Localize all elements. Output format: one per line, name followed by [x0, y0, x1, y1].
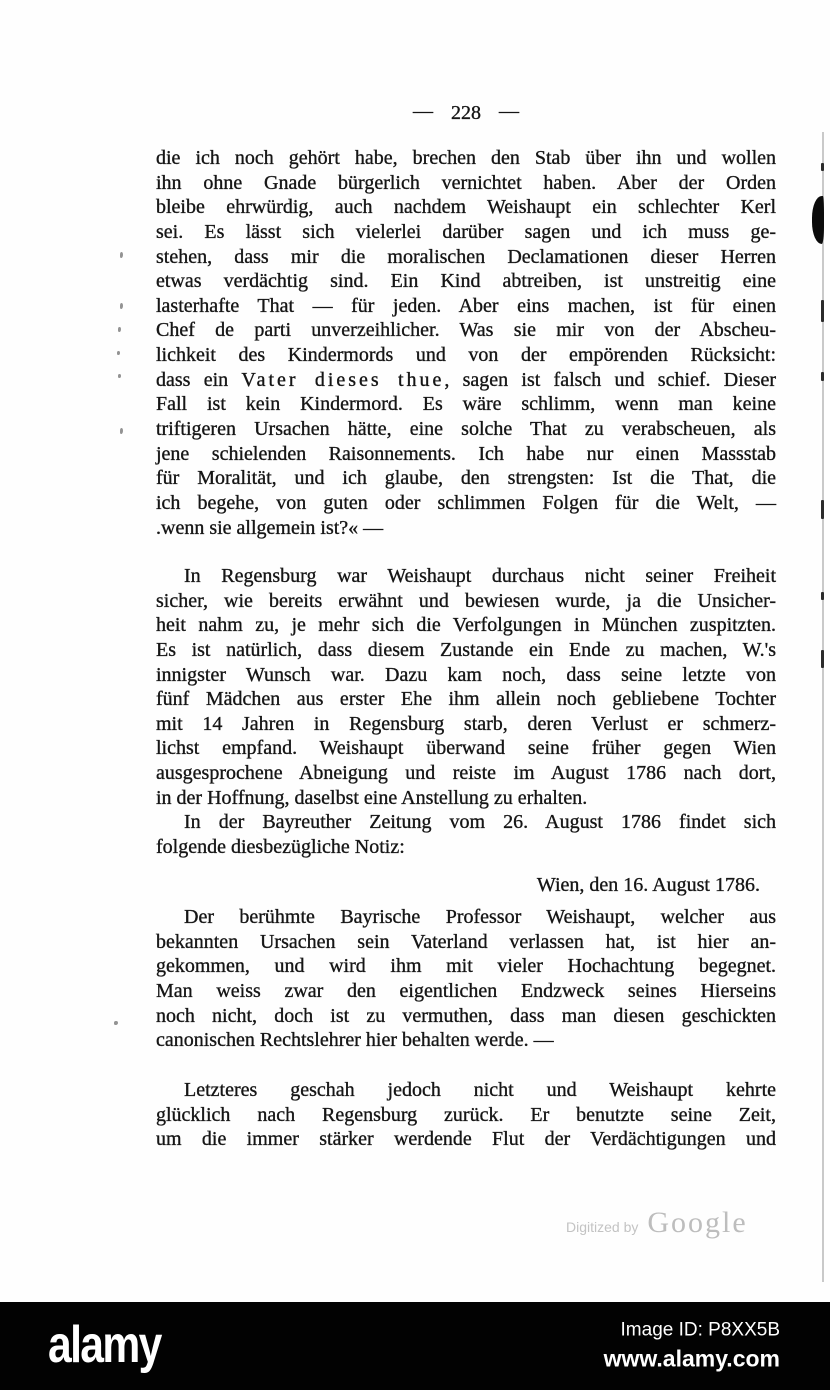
text-line: fünf Mädchen aus erster Ehe ihm allein noch gebliebene Tochter [156, 688, 776, 711]
digitized-by-text: Digitized by [566, 1219, 639, 1235]
text-line: um die immer stärker werdende Flut der Verdächtigungen und [156, 1128, 776, 1151]
text-line: triftigeren Ursachen hätte, eine solche That zu verabscheuen, als [156, 418, 776, 441]
scan-speck [120, 303, 123, 309]
text-line: lasterhafte That — für jeden. Aber eins machen, ist für einen [156, 294, 776, 317]
alamy-url: www.alamy.com [603, 1345, 780, 1372]
text-line: innigster Wunsch war. Dazu kam noch, dass seine letzte von [156, 663, 776, 686]
edge-mark [821, 592, 824, 600]
page-number-value: 228 [451, 102, 481, 124]
paragraph-5 [156, 1078, 776, 1152]
text-line: bekannten Ursachen sein Vaterland verlassen hat, ist hier an- [156, 930, 776, 953]
text-line: Fall ist kein Kindermord. Es wäre schlimm, wenn man keine [156, 393, 776, 416]
text-line: heit nahm zu, je mehr sich die Verfolgungen in München zuspitzten. [156, 614, 776, 637]
alamy-footer-bar [0, 1302, 830, 1390]
scan-speck [118, 374, 121, 378]
page-number [156, 102, 776, 125]
text-line: sicher, wie bereits erwähnt und bewiesen wurde, ja die Unsicher- [156, 589, 776, 612]
text-line: .wenn sie allgemein ist?« — [156, 516, 384, 539]
text-line: gekommen, und wird ihm mit vieler Hochachtung begegnet. [156, 955, 776, 978]
text-line: glücklich nach Regensburg zurück. Er benutzte seine Zeit, [156, 1103, 776, 1126]
text-line: folgende diesbezügliche Notiz: [156, 836, 405, 859]
text-line: ihn ohne Gnade bürgerlich vernichtet haben. Aber der Orden [156, 171, 776, 194]
text-line: die ich noch gehört habe, brechen den Stab über ihn und wollen [156, 147, 776, 169]
text-line: jene schielenden Raisonnements. Ich habe nur einen Massstab [156, 442, 776, 465]
sperr-emphasis: Vater dieses thue [241, 368, 445, 391]
text-line: ausgesprochene Abneigung und reiste im August 1786 nach dort, [156, 762, 776, 785]
edge-mark [821, 500, 824, 519]
text-line: etwas verdächtig sind. Ein Kind abtreiben, ist unstreitig eine [156, 270, 776, 293]
footer-info [604, 1320, 780, 1373]
paragraph-1 [156, 146, 776, 540]
text-line: In Regensburg war Weishaupt durchaus nicht seiner Freiheit [184, 565, 776, 587]
google-watermark [566, 1206, 748, 1240]
text-line: Es ist natürlich, dass diesem Zustande ein Ende zu machen, W.'s [156, 638, 776, 661]
text-line: für Moralität, und ich glaube, den strengsten: Ist die That, die [156, 467, 776, 490]
edge-mark [821, 163, 824, 171]
text-line: stehen, dass mir die moralischen Declamationen dieser Herren [156, 245, 776, 268]
text-line: mit 14 Jahren in Regensburg starb, deren Verlust er schmerz- [156, 712, 776, 735]
text-line: bleibe ehrwürdig, auch nachdem Weishaupt ein schlechter Kerl [156, 196, 776, 219]
image-id: Image ID: P8XX5B [620, 1319, 780, 1341]
text-line: Man weiss zwar den eigentlichen Endzweck seines Hierseins [156, 979, 776, 1002]
ink-blob [812, 196, 824, 244]
text-line: lichst empfand. Weishaupt überwand seine früher gegen Wien [156, 737, 776, 760]
text-line: Letzteres geschah jedoch nicht und Weishaupt kehrte [184, 1079, 776, 1101]
text-line: in der Hoffnung, daselbst eine Anstellung zu erhalten. [156, 786, 588, 809]
text-line: ich begehe, von guten oder schlimmen Folgen für die Welt, — [156, 491, 776, 514]
edge-mark [821, 372, 824, 381]
scan-speck [120, 252, 123, 258]
text-line: noch nicht, doch ist zu vermuthen, dass man diesen geschickten [156, 1004, 776, 1027]
page-number-dash-left: — [413, 100, 433, 122]
dateline: Wien, den 16. August 1786. [536, 874, 760, 896]
text-line-letterspaced [156, 368, 776, 393]
page-number-dash-right: — [499, 100, 519, 122]
alamy-logo: alamy [48, 1315, 161, 1374]
paragraph-2-and-3 [156, 564, 776, 860]
text-line: Chef de parti unverzeihlicher. Was sie mir von der Abscheu- [156, 319, 776, 342]
sperr-post: , sagen ist falsch und schief. Dieser [444, 368, 776, 391]
text-line: Der berühmte Bayrische Professor Weishaupt, welcher aus [184, 906, 776, 928]
sperr-pre: dass ein [156, 368, 242, 391]
edge-mark [821, 650, 824, 668]
text-line: sei. Es lässt sich vielerlei darüber sagen und ich muss ge- [156, 220, 776, 243]
text-line: canonischen Rechtslehrer hier behalten werde. — [156, 1029, 554, 1052]
text-line: In der Bayreuther Zeitung vom 26. August 1786 findet sich [184, 811, 776, 834]
paragraph-4 [156, 905, 776, 1053]
scan-speck [118, 327, 121, 332]
scan-speck [114, 1021, 118, 1025]
scan-speck [117, 351, 120, 355]
edge-mark [821, 300, 824, 322]
scan-speck [120, 428, 123, 434]
text-line: lichkeit des Kindermords und von der empörenden Rücksicht: [156, 344, 776, 367]
google-logo-text: Google [647, 1206, 748, 1239]
